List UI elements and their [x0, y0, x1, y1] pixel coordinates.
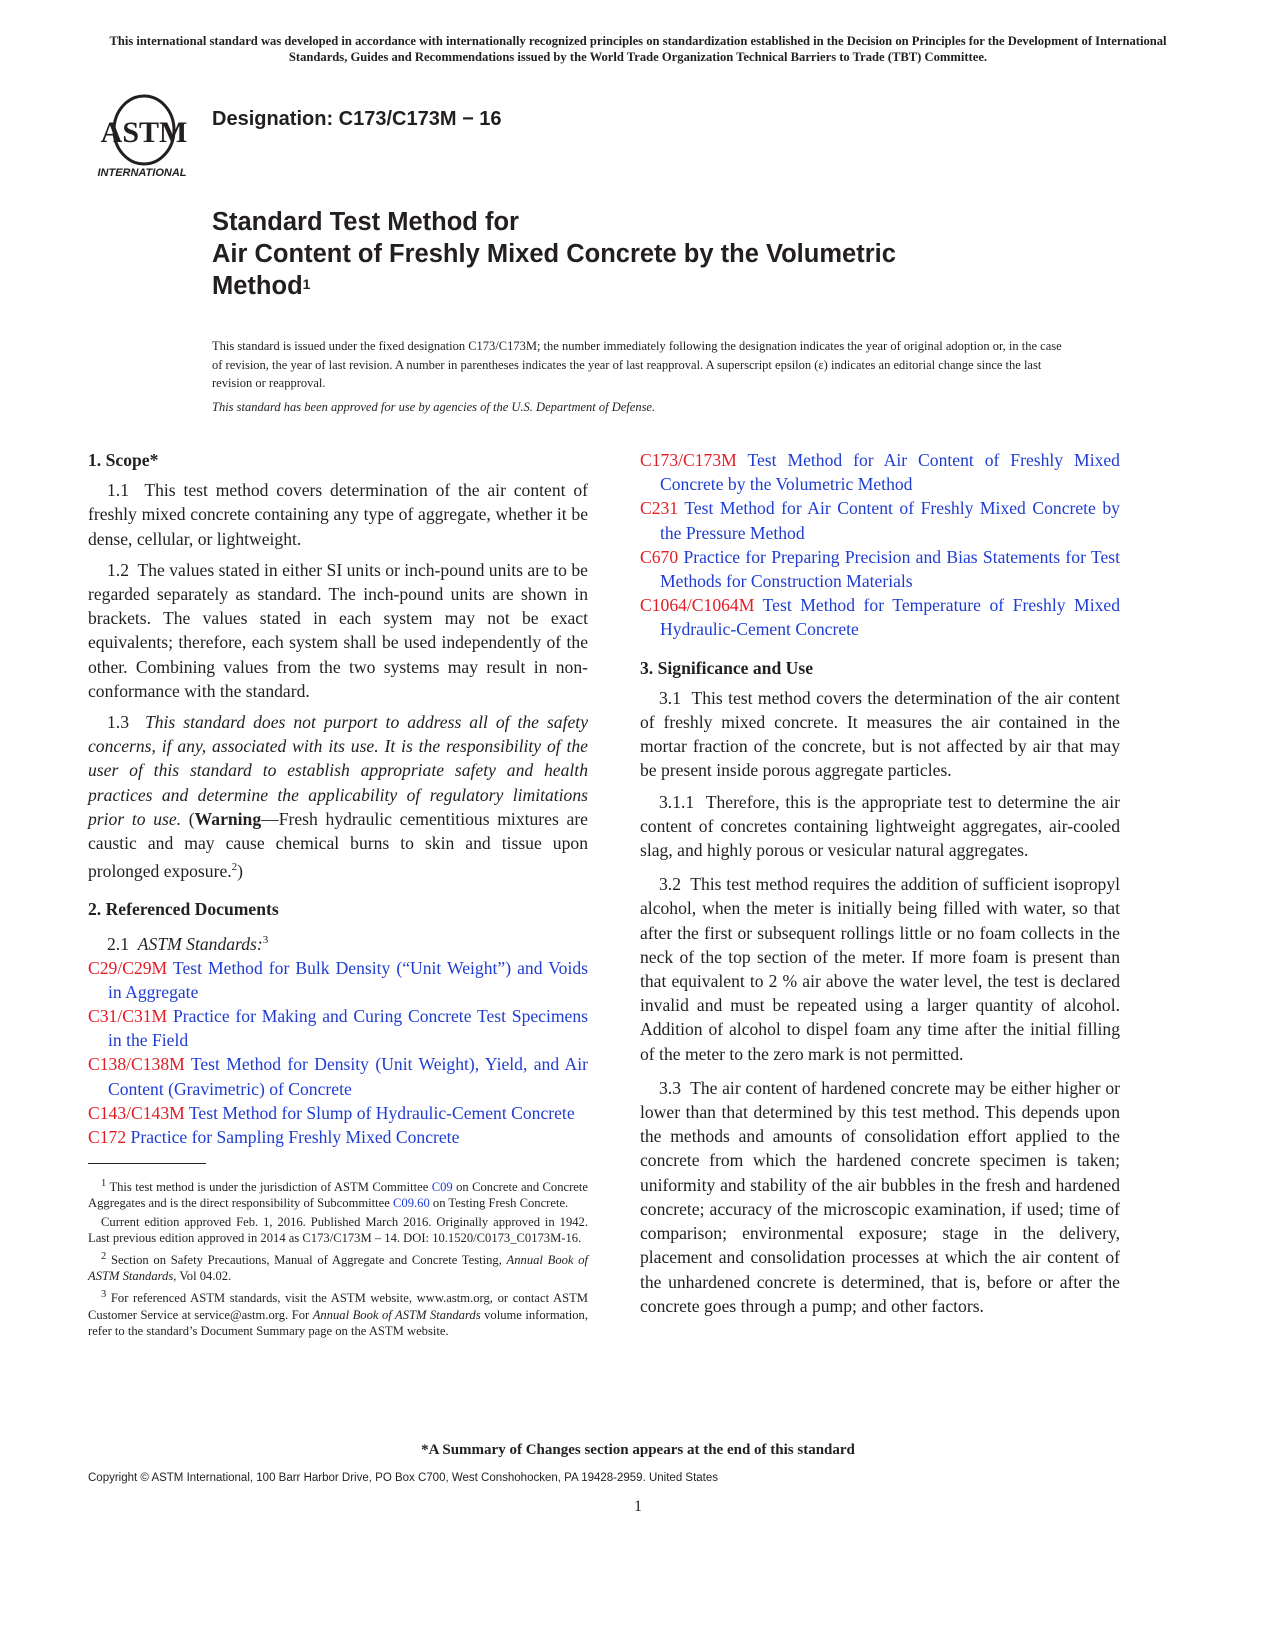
scope-1-2: 1.2 The values stated in either SI units or inch-pound units are to be regarded separately as standard. The inch-pound units are shown in brackets. The values stated in each system may not be exact equivalents; therefore, each system shall be used independently of the other. Combining values from the two systems may result in non-conformance with the standard. — [88, 559, 588, 701]
left-column — [88, 448, 588, 1149]
dod-approval-note: This standard has been approved for use by agencies of the U.S. Department of Defense. — [212, 400, 656, 414]
subcommittee-link[interactable]: C09.60 — [393, 1196, 430, 1211]
title-line-3 — [212, 270, 896, 302]
reference-designation-link[interactable]: C173/C173M — [640, 450, 737, 470]
committee-link[interactable]: C09 — [431, 1180, 453, 1195]
footnote-2: $^2$ Section on Safety Precautions, Manual of Aggregate and Concrete Testing, Annual Book of ASTM Standards, Vol 04.02. — [88, 1251, 588, 1284]
title-line-2: Air Content of Freshly Mixed Concrete by the Volumetric — [212, 240, 896, 268]
reference-title-link[interactable]: Practice for Sampling Freshly Mixed Concrete — [130, 1127, 460, 1147]
copyright: Copyright © ASTM International, 100 Barr Harbor Drive, PO Box C700, West Conshohocken, PA 19428-2959. United States — [88, 1472, 719, 1484]
footnotes — [88, 1176, 588, 1342]
reference-title-link[interactable]: Test Method for Bulk Density (“Unit Weight”) and Voids in Aggregate — [108, 957, 588, 1002]
significance-heading: 3. Significance and Use — [640, 657, 814, 678]
significance-3-1-1: 3.1.1 Therefore, this is the appropriate test to determine the air content of concretes containing lightweight aggregates, air-cooled slag, and highly porous or vesicular natural aggregates. — [640, 791, 1121, 861]
scope-1-1: 1.1 This test method covers determination of the air content of freshly mixed concrete containing any type of aggregate, whether it be dense, cellular, or lightweight. — [88, 480, 589, 549]
footnote-ref-2[interactable]: 2 — [231, 861, 238, 874]
significance-3-1: 3.1 This test method covers the determination of the air content of freshly mixed concrete. It measures the air contained in the mortar fraction of the concrete, but is not affected by air that may be present inside porous aggregate particles. — [640, 687, 1120, 781]
title-line-3-text: Method — [212, 272, 303, 300]
reference-title-link[interactable]: Test Method for Density (Unit Weight), Yield, and Air Content (Gravimetric) of Concrete — [108, 1054, 588, 1099]
reference-designation-link[interactable]: C231 — [640, 498, 679, 519]
reference-title-link[interactable]: Test Method for Air Content of Freshly Mixed Concrete by the Pressure Method — [660, 498, 1120, 543]
reference-title-link[interactable]: Test Method for Slump of Hydraulic-Cement Concrete — [188, 1102, 575, 1123]
title-footnote-ref[interactable]: 1 — [302, 276, 311, 292]
significance-3-2: 3.2 This test method requires the addition of sufficient isopropyl alcohol, when the meter is initially being filled with water, so that after the first or subsequent rollings little or no foam collects in the neck of the top section of the meter. If more foam is present than that equivalent to 2 % air above the water level, the test is declared invalid and must be repeated using a larger quantity of alcohol. Addition of alcohol to dispel foam any time after the initial filling of the meter to the zero mark is not permitted. — [640, 874, 1121, 1064]
page-number: 1 — [634, 1498, 642, 1515]
document-title — [212, 206, 896, 302]
astm-logo — [96, 92, 192, 180]
referenced-document-item[interactable] — [88, 1052, 588, 1100]
reference-designation-link[interactable]: C143/C143M — [88, 1102, 185, 1123]
footnote-ref-3[interactable]: 3 — [262, 933, 269, 946]
footnote-3: $^3$ For referenced ASTM standards, visit the ASTM website, www.astm.org, or contact ASTM Customer Service at service@astm.org. For Annual Book of ASTM Standards volume information, refer to the standard’s Document Summary page on the ASTM website. — [88, 1289, 589, 1338]
reference-designation-link[interactable]: C1064/C1064M — [640, 595, 755, 616]
reference-title-link[interactable]: Test Method for Air Content of Freshly Mixed Concrete by the Volumetric Method — [660, 450, 1120, 495]
referenced-document-item[interactable] — [640, 448, 1120, 496]
referenced-document-item[interactable] — [88, 1004, 588, 1052]
astm-standards-label: 2.1 ASTM Standards:$^3$ — [107, 933, 269, 954]
referenced-document-item[interactable] — [640, 593, 1120, 641]
reference-title-link[interactable]: Practice for Preparing Precision and Bias Statements for Test Methods for Construction Materials — [660, 546, 1120, 592]
footnote-rule — [88, 1163, 206, 1164]
reference-title-link[interactable]: Test Method for Temperature of Freshly Mixed Hydraulic-Cement Concrete — [660, 595, 1120, 640]
title-line-1: Standard Test Method for — [212, 208, 519, 236]
logo-subtext: INTERNATIONAL — [97, 167, 187, 179]
footnote-1-edition: Current edition approved Feb. 1, 2016. Published March 2016. Originally approved in 1942. Last previous edition approved in 2014 as C173/C173M – 14. DOI: 10.1520/C0173_C0173M-16. — [88, 1215, 588, 1246]
designation: Designation: C173/C173M − 16 — [212, 108, 502, 130]
significance-3-3: 3.3 The air content of hardened concrete may be either higher or lower than that determined by this test method. This depends upon the methods and amounts of consolidation effort applied to the concrete from which the hardened concrete specimen is taken; uniformity and stability of the air bubbles in the fresh and hardened concrete; accuracy of the microscopic examination, if used; time of comparison; environmental exposure; stage in the delivery, placement and consolidation processes at which the air content of the unhardened concrete is determined, that is, before or after the concrete goes through a pump; and other factors. — [640, 1077, 1120, 1316]
reference-designation-link[interactable]: C29/C29M — [88, 957, 168, 978]
reference-designation-link[interactable]: C138/C138M — [88, 1054, 185, 1075]
logo-text: ASTM — [100, 116, 188, 149]
reference-title-link[interactable]: Practice for Making and Curing Concrete Test Specimens in the Field — [108, 1005, 589, 1051]
reference-designation-link[interactable]: C31/C31M — [88, 1005, 168, 1026]
referenced-document-item[interactable] — [640, 496, 1120, 544]
referenced-documents-heading: 2. Referenced Documents — [88, 899, 279, 920]
referenced-document-item[interactable] — [640, 545, 1120, 593]
reference-designation-link[interactable]: C670 — [640, 546, 679, 567]
summary-of-changes-note: *A Summary of Changes section appears at the end of this standard — [421, 1442, 855, 1458]
footnote-1: $^1$ This test method is under the jurisdiction of ASTM Committee C09 on Concrete and Concrete Aggregates and is the direct responsibility of Subcommittee C09.60 on Testing Fresh Concrete. — [88, 1178, 588, 1211]
reference-designation-link[interactable]: C172 — [88, 1127, 127, 1147]
issuance-note: This standard is issued under the fixed designation C173/C173M; the number immediately following the designation indicates the year of original adoption or, in the case of revision, the year of last revision. A number in parentheses indicates the year of last reapproval. A superscript epsilon (ε) indicates an editorial change since the last revision or reapproval. — [212, 339, 1062, 390]
referenced-document-item[interactable] — [88, 956, 588, 1004]
referenced-document-item[interactable] — [88, 1125, 588, 1149]
referenced-document-item[interactable] — [88, 1101, 588, 1125]
wto-notice: This international standard was developed in accordance with internationally recognized principles on standardization established in the Decision on Principles for the Development of International Standards, Guides and Recommendations issued by the World Trade Organization Technical Barriers to Trade (TBT) Committee. — [109, 34, 1167, 64]
right-column — [640, 448, 1120, 1325]
scope-1-3: 1.3 This standard does not purport to address all of the safety concerns, if any, associated with its use. It is the responsibility of the user of this standard to establish appropriate safety and health practices and determine the applicability of regulatory limitations prior to use. (Warning—Fresh hydraulic cementitious mixtures are caustic and may cause chemical burns to skin and tissue upon prolonged exposure.$^2$) — [88, 712, 588, 882]
scope-heading: 1. Scope* — [88, 450, 159, 470]
